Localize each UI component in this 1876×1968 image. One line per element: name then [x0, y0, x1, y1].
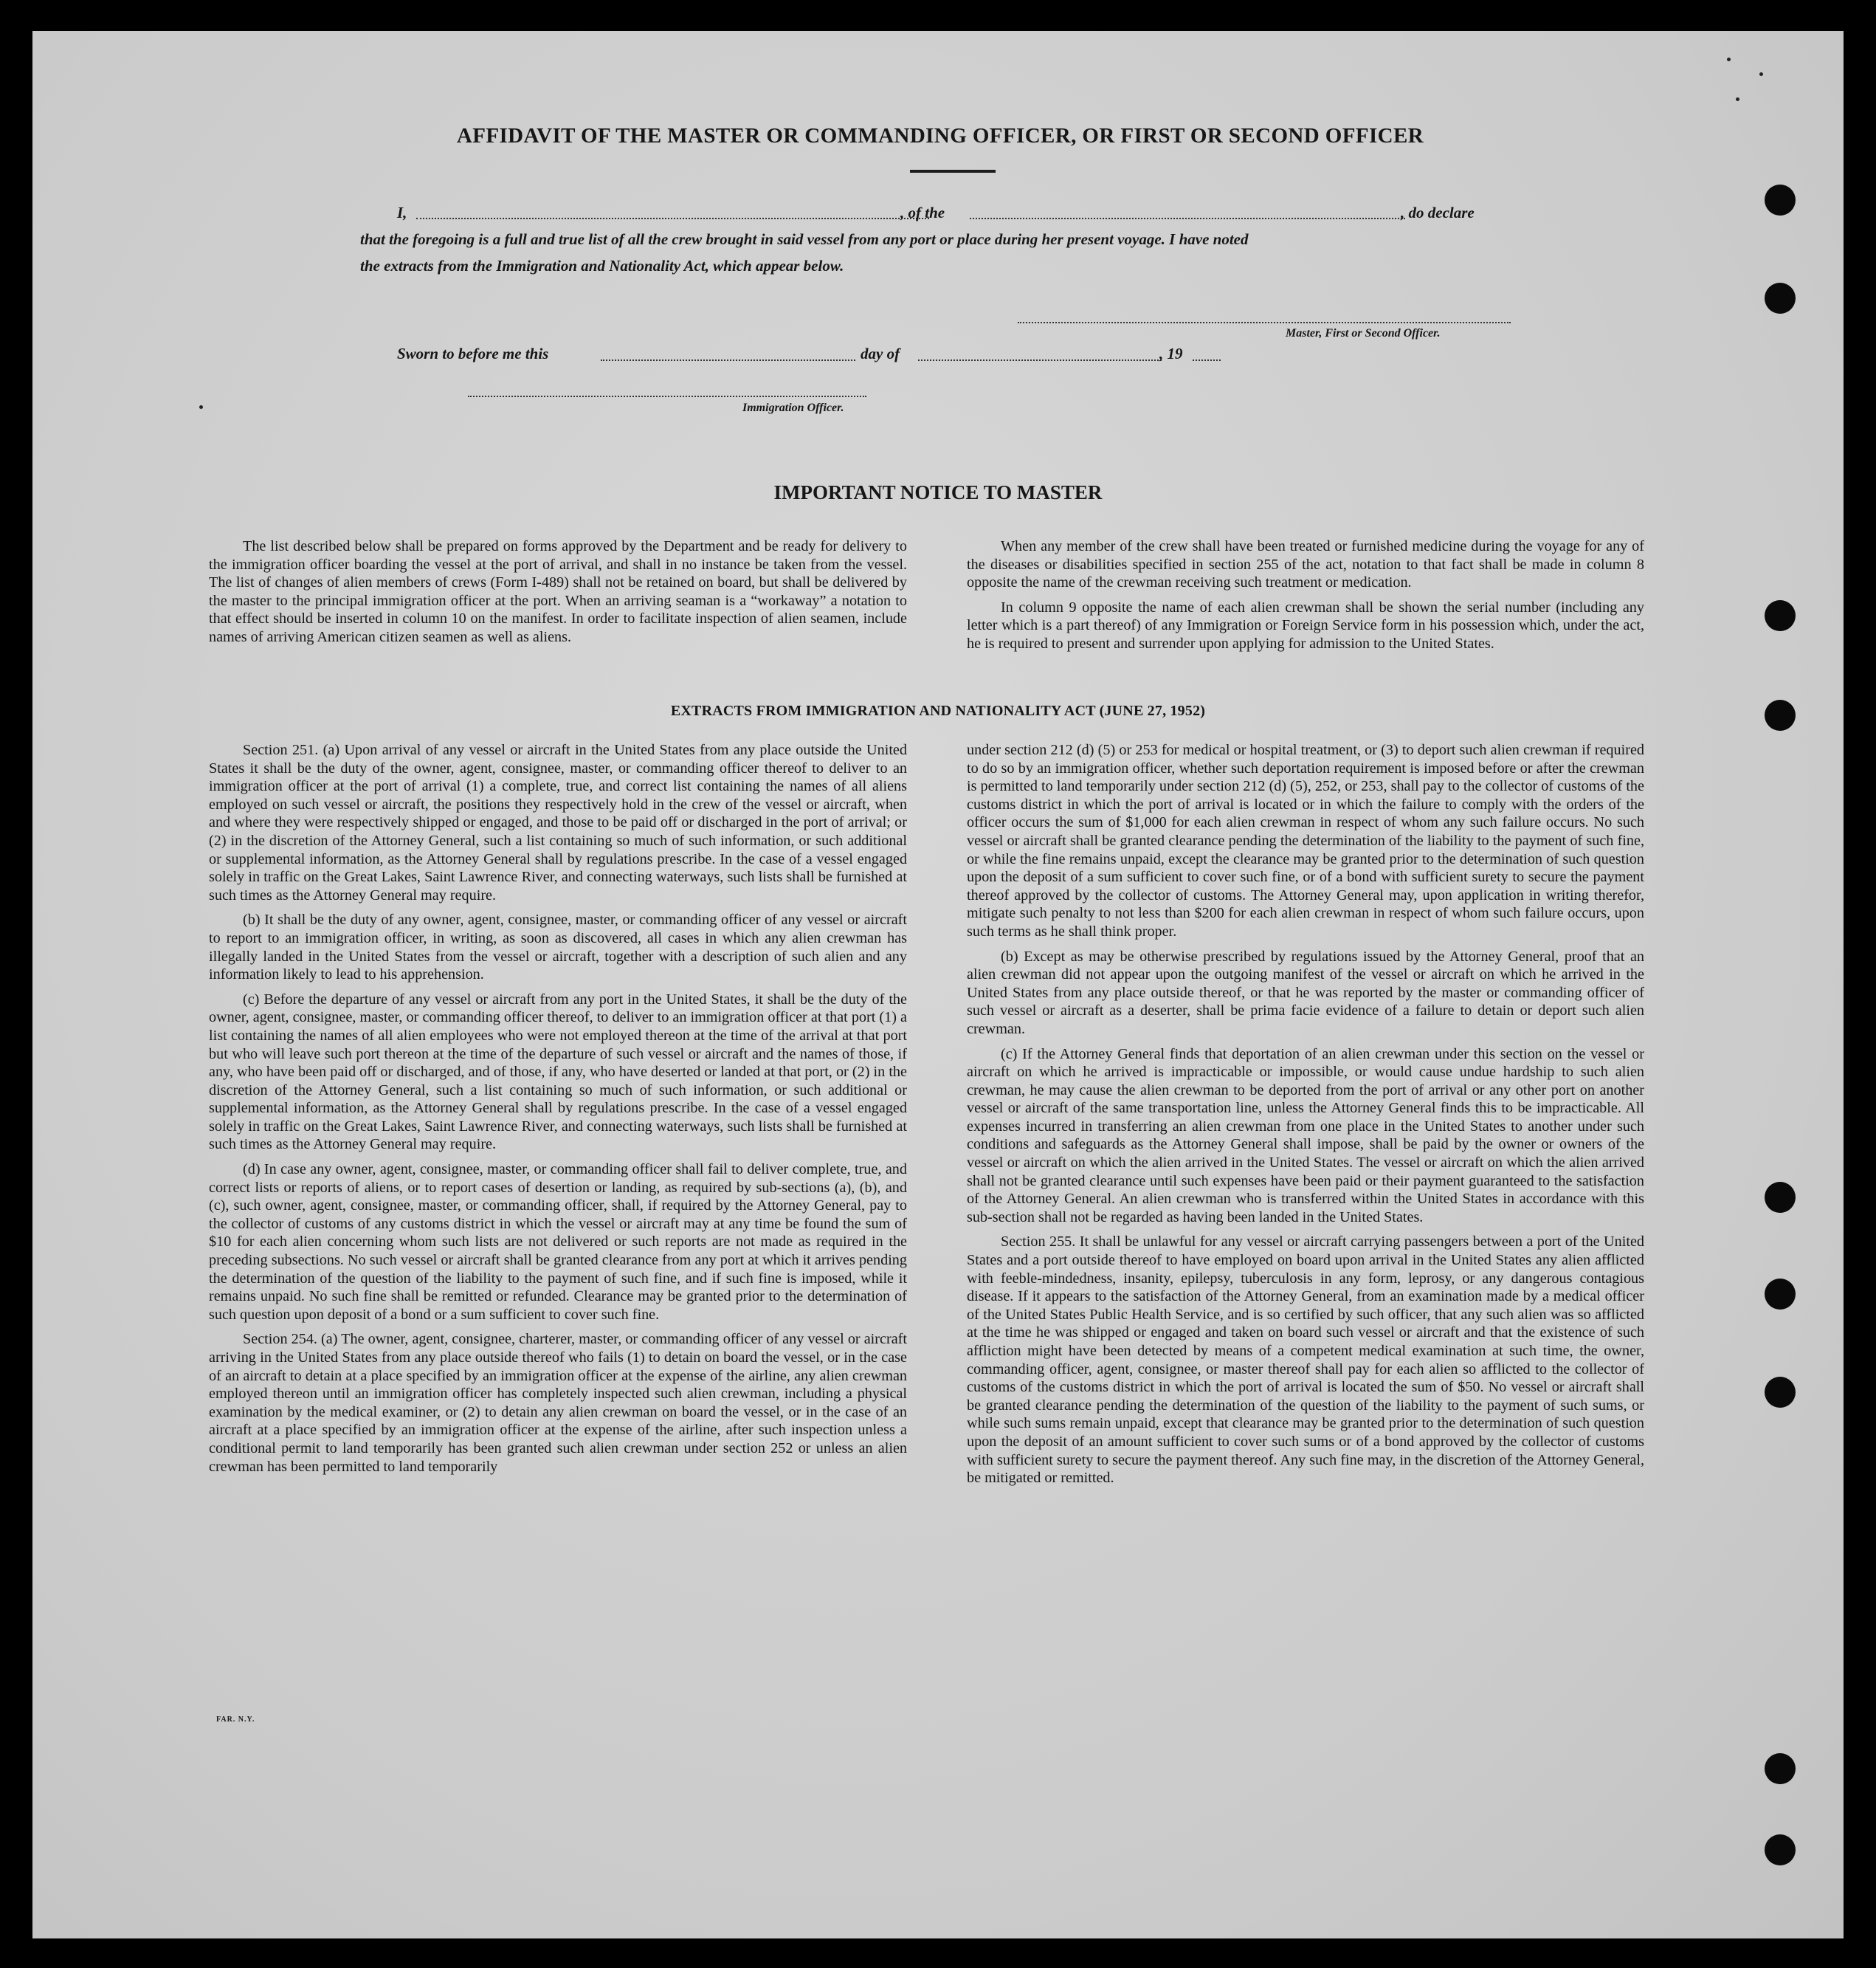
- section-paragraph: (c) Before the departure of any vessel or aircraft from any port in the United States, it shall be the duty of the owner, agent, consignee, master, or commanding officer thereof, to deliver to an immigration officer at that port (1) a list containing the names of all alien employees who were not employed thereon at the time of the arrival at that port but who will leave such port thereon at the time of the departure of such vessel or aircraft and the names of those, if any, who have been paid off or discharged, and of those, if any, who have deserted or landed at that port, or (2) in the discretion of the Attorney General, such a list containing so much of such information, or such additional or supplemental information, as the Attorney General shall by regulations prescribe. In the case of a vessel engaged solely in traffic on the Great Lakes, Saint Lawrence River, and connecting waterways, such lists shall be furnished at such times as the Attorney General may require.: [209, 991, 907, 1153]
- binder-hole: [1765, 1834, 1796, 1865]
- sworn-month-field[interactable]: [918, 359, 1162, 361]
- master-signature-label: Master, First or Second Officer.: [1286, 327, 1441, 340]
- notice-right-column: [967, 537, 1644, 653]
- notice-paragraph: The list described below shall be prepared on forms approved by the Department and be ready for delivery to the immigration officer boarding the vessel at the port of arrival, and shall in no instance be taken from the vessel. The list of changes of alien members of crews (Form I-489) shall not be retained on board, but shall be delivered by the master to the principal immigration officer at the port. When an arriving seaman is a “workaway” a notation to that effect should be inserted in column 10 on the manifest. In order to facilitate inspection of alien seamen, include names of arriving American citizen seamen as well as aliens.: [209, 538, 907, 645]
- scan-speck: [199, 405, 203, 409]
- master-signature-line[interactable]: [1018, 322, 1511, 323]
- section-paragraph: Section 251. (a) Upon arrival of any vessel or aircraft in the United States from any place outside the United States it shall be the duty of the owner, agent, consignee, master, or commanding officer thereof to deliver to an immigration officer at the port of arrival (1) a complete, true, and correct list containing the names of all aliens employed on such vessel or aircraft, the positions they respectively hold in the crew of the vessel or aircraft, when and where they were respectively shipped or engaged, and those to be paid off or discharged in the port of arrival; or (2) in the discretion of the Attorney General, such a list containing so much of such information, or such additional or supplemental information, as the Attorney General shall by regulations prescribe. In the case of a vessel engaged solely in traffic on the Great Lakes, Saint Lawrence River, and connecting waterways, such lists shall be furnished at such times as the Attorney General may require.: [209, 742, 907, 904]
- extracts-left-column: [209, 741, 907, 1476]
- binder-hole: [1765, 1182, 1796, 1213]
- binder-hole: [1765, 1279, 1796, 1310]
- printer-mark: FAR. N.Y.: [216, 1716, 255, 1724]
- extracts-title: EXTRACTS FROM IMMIGRATION AND NATIONALITY ACT (JUNE 27, 1952): [670, 703, 1206, 719]
- immigration-officer-label: Immigration Officer.: [742, 402, 844, 414]
- document-page: [32, 31, 1844, 1938]
- vessel-field[interactable]: [970, 217, 1405, 219]
- section-paragraph: (d) In case any owner, agent, consignee, master, or commanding officer shall fail to deliver complete, true, and correct lists or reports of aliens, or to report cases of desertion or landing, as required by sub-sections (a), (b), and (c), such owner, agent, consignee, master, or commanding officer, shall, if required by the Attorney General, pay to the collector of customs of any customs district in which the vessel or aircraft may at any time be found the sum of $10 for each alien concerning whom such lists are not delivered or such reports are not made as required in the preceding subsections. No such vessel or aircraft shall be granted clearance from any port at which it arrives pending the determination of the question of the liability to the payment of such fine, and if such fine is imposed, while it remains unpaid. No such fine shall be remitted or refunded. Clearance may be granted prior to the determination of such question upon deposit of a bond or a sum sufficient to cover such fine.: [209, 1161, 907, 1323]
- affidavit-i-label: I,: [397, 204, 407, 221]
- scan-speck: [1727, 58, 1731, 61]
- binder-hole: [1765, 185, 1796, 216]
- binder-hole: [1765, 600, 1796, 631]
- affidavit-title: AFFIDAVIT OF THE MASTER OR COMMANDING OFFICER, OR FIRST OR SECOND OFFICER: [456, 124, 1424, 148]
- scan-speck: [1759, 72, 1763, 76]
- section-paragraph: Section 254. (a) The owner, agent, consignee, charterer, master, or commanding officer of any vessel or aircraft arriving in the United States from any place outside thereof who fails (1) to detain on board the vessel, or in the case of an aircraft to detain at a place specified by an immigration officer at the expense of the airline, any alien crewman employed thereon until an immigration officer has completely inspected such alien crewman, including a physical examination by the medical examiner, or (2) to detain any alien crewman on board the vessel, or in the case of an aircraft at a place specified by an immigration officer at the expense of the airline, after such inspection unless a conditional permit to land temporarily has been granted such alien crewman under section 252 or unless an alien crewman has been permitted to land temporarily: [209, 1331, 907, 1475]
- notice-title: IMPORTANT NOTICE TO MASTER: [773, 481, 1103, 503]
- binder-hole: [1765, 1753, 1796, 1784]
- name-field[interactable]: [416, 217, 929, 219]
- immigration-officer-signature-line[interactable]: [468, 396, 866, 397]
- affidavit-of-the-label: , of the: [900, 204, 945, 221]
- affidavit-declare-label: , do declare: [1401, 204, 1475, 221]
- affidavit-statement-line: the extracts from the Immigration and Nationality Act, which appear below.: [360, 257, 844, 275]
- extracts-right-column: [967, 741, 1644, 1487]
- day-of-label: day of: [861, 345, 900, 362]
- notice-paragraph: In column 9 opposite the name of each alien crewman shall be shown the serial number (including any letter which is a part thereof) of any Immigration or Foreign Service form in his possession which, under the act, he is required to present and surrender upon applying for admission to the United States.: [967, 599, 1644, 652]
- binder-hole: [1765, 1377, 1796, 1408]
- sworn-label: Sworn to before me this: [397, 345, 549, 362]
- section-paragraph: under section 212 (d) (5) or 253 for medical or hospital treatment, or (3) to deport such alien crewman if required to do so by an immigration officer, whether such deportation requirement is imposed before or after the crewman is permitted to land temporarily under section 212 (d) (5), 252, or 253, shall pay to the collector of customs of the customs district in which the port of arrival is located or in which the failure to comply with the orders of the officer occurs the sum of $1,000 for each alien crewman in respect of whom any such failure occurs. No such vessel or aircraft shall be granted clearance pending the determination of the liability to the payment of such fine, or while the fine remains unpaid, except the clearance may be granted prior to the determination of such question upon the deposit of a sum sufficient to cover such fine, or of a bond with sufficient surety to secure the payment thereof approved by the collector of customs. The Attorney General may, upon application in writing therefor, mitigate such penalty to not less than $200 for each alien crewman in respect of whom such failure occurs, upon such terms as he shall think proper.: [967, 742, 1644, 940]
- sworn-day-field[interactable]: [601, 359, 855, 361]
- notice-paragraph: When any member of the crew shall have been treated or furnished medicine during the voyage for any of the diseases or disabilities specified in section 255 of the act, notation to that fact shall be made in column 8 opposite the name of the crewman receiving such treatment or medication.: [967, 538, 1644, 591]
- section-paragraph: Section 255. It shall be unlawful for any vessel or aircraft carrying passengers between a port of the United States and a port outside thereof to have employed on board upon arrival in the United States any alien afflicted with feeble-mindedness, insanity, epilepsy, tuberculosis in any form, leprosy, or any dangerous contagious disease. If it appears to the satisfaction of the Attorney General, from an examination made by a medical officer of the United States Public Health Service, and is so certified by such officer, that any such alien was so afflicted at the time he was shipped or engaged and taken on board such vessel or aircraft and that the existence of such affliction might have been detected by means of a competent medical examination at such time, the owner, commanding officer, agent, consignee, or master thereof shall pay for each alien so afflicted to the collector of customs of the customs district in which the port of arrival is located the sum of $50. No vessel or aircraft shall be granted clearance pending the determination of the question of the liability to the payment of such sums, or while such sums remain unpaid, except that clearance may be granted prior to the determination of such question upon the deposit of an amount sufficient to cover such sums or of a bond approved by the collector of customs with sufficient surety to secure the payment thereof. Any such fine may, in the discretion of the Attorney General, be mitigated or remitted.: [967, 1234, 1644, 1487]
- section-paragraph: (c) If the Attorney General finds that deportation of an alien crewman under this section on the vessel or aircraft on which he arrived is impracticable or impossible, or would cause undue hardship to such alien crewman, he may cause the alien crewman to be deported from the port of arrival or any other port on another vessel or aircraft of the same transportation line, unless the Attorney General finds this to be impracticable. All expenses incurred in transferring an alien crewman from one place in the United States to another under such conditions and safeguards as the Attorney General shall impose, shall be paid by the owner or owners of the vessel or aircraft on which the alien arrived in the United States. The vessel or aircraft on which the alien arrived shall not be granted clearance until such expenses have been paid or their payment guaranteed to the satisfaction of the Attorney General. An alien crewman who is transferred within the United States in accordance with this sub-section shall not be regarded as having been landed in the United States.: [967, 1045, 1644, 1225]
- title-rule: [910, 170, 996, 173]
- affidavit-statement-line: that the foregoing is a full and true list of all the crew brought in said vessel from any port or place during her present voyage. I have noted: [360, 230, 1249, 248]
- scan-speck: [1736, 97, 1739, 101]
- section-paragraph: (b) Except as may be otherwise prescribed by regulations issued by the Attorney General, proof that an alien crewman did not appear upon the outgoing manifest of the vessel or aircraft on which he arrived in the United States from any place outside thereof, or that he was reported by the master or commanding officer of such vessel or aircraft as a deserter, shall be prima facie evidence of a failure to detain or deport such alien crewman.: [967, 948, 1644, 1037]
- year-label: , 19: [1159, 345, 1183, 362]
- notice-left-column: [209, 537, 907, 647]
- binder-hole: [1765, 283, 1796, 314]
- sworn-year-field[interactable]: [1193, 359, 1221, 361]
- section-paragraph: (b) It shall be the duty of any owner, agent, consignee, master, or commanding officer of any vessel or aircraft to report to an immigration officer, in writing, as soon as discovered, all cases in which any alien crewman has illegally landed in the United States from the vessel or aircraft, together with a description of such alien and any information likely to lead to his apprehension.: [209, 912, 907, 983]
